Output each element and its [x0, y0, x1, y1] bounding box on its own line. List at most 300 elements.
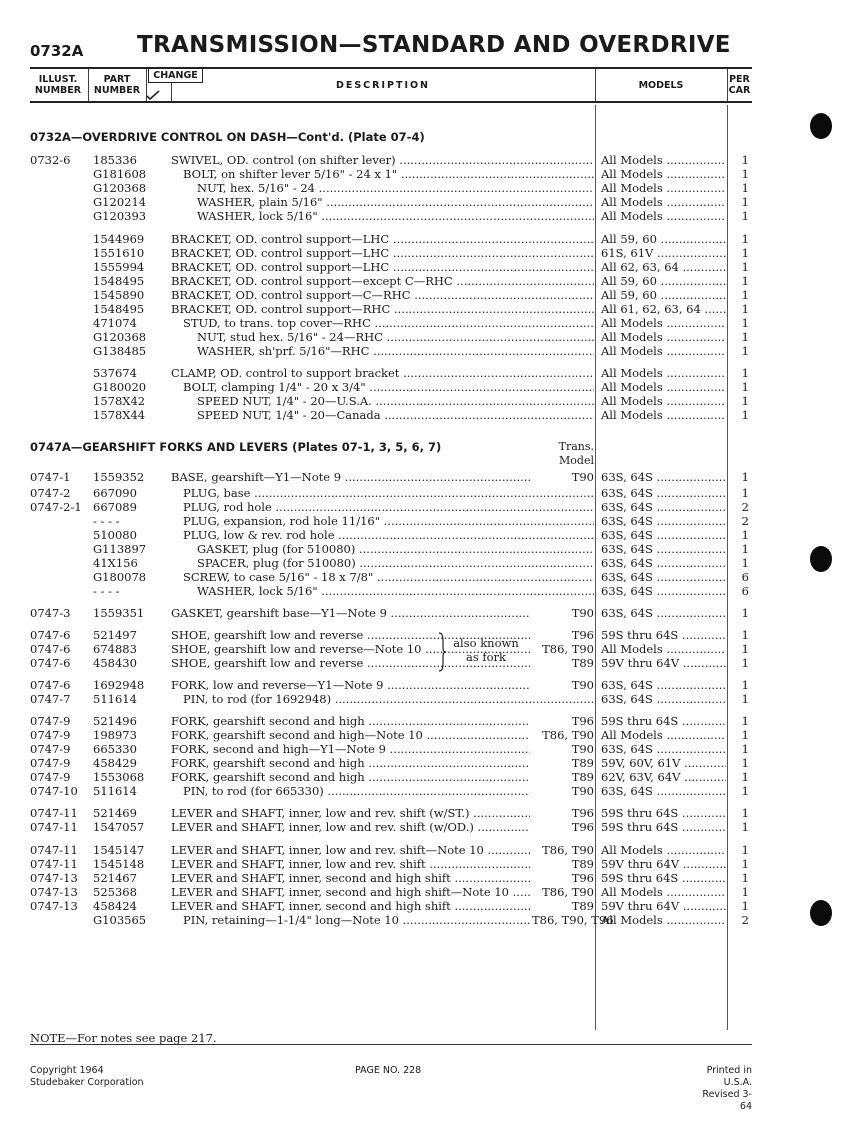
description: BRACKET, OD. control support—LHC ..... — [171, 232, 594, 246]
part-number: 537674 — [93, 366, 137, 380]
table-row — [0, 380, 850, 394]
per-car: 1 — [741, 232, 749, 246]
models: 59S thru 64S ..... — [601, 871, 726, 885]
part-number: 510080 — [93, 528, 137, 542]
models: 63S, 64S ..... — [601, 570, 726, 584]
table-row — [0, 728, 850, 742]
description: CLAMP, OD. control to support bracket ..... — [171, 366, 594, 380]
description: SPEED NUT, 1/4" - 20—U.S.A. ..... — [197, 394, 594, 408]
illust-number: 0747-6 — [30, 642, 71, 656]
description: PIN, to rod (for 1692948) ..... — [183, 692, 594, 706]
section-title-overdrive: 0732A—OVERDRIVE CONTROL ON DASH—Cont'd. (Plate 07-4) — [30, 130, 425, 144]
trans-model: T90 — [530, 470, 594, 484]
table-row — [0, 486, 850, 500]
part-number: 1545148 — [93, 857, 145, 871]
models: 63S, 64S ..... — [601, 528, 726, 542]
table-row — [0, 756, 850, 770]
illust-number: 0747-9 — [30, 770, 71, 784]
description: NUT, stud hex. 5/16" - 24—RHC ..... — [197, 330, 594, 344]
per-car: 1 — [741, 246, 749, 260]
models: All 61, 62, 63, 64 ..... — [601, 302, 726, 316]
binder-hole — [810, 113, 832, 139]
illust-number: 0747-1 — [30, 470, 71, 484]
table-row — [0, 678, 850, 692]
description: WASHER, lock 5/16" ..... — [197, 584, 594, 598]
description: FORK, gearshift second and high ..... — [171, 756, 594, 770]
illust-number: 0747-6 — [30, 628, 71, 642]
description: SPEED NUT, 1/4" - 20—Canada ..... — [197, 408, 594, 422]
illust-number: 0747-2 — [30, 486, 71, 500]
table-row — [0, 153, 850, 167]
trans-model: T90 — [530, 606, 594, 620]
part-number: 521467 — [93, 871, 137, 885]
description-header: DESCRIPTION — [335, 79, 431, 91]
part-number: 511614 — [93, 692, 137, 706]
table-row — [0, 232, 850, 246]
table-row — [0, 556, 850, 570]
illust-number: 0747-11 — [30, 843, 78, 857]
description: LEVER and SHAFT, inner, low and rev. shift (w/ST.) ..... — [171, 806, 594, 820]
description: LEVER and SHAFT, inner, low and rev. shift (w/OD.) ..... — [171, 820, 594, 834]
part-number: G120368 — [93, 181, 147, 195]
part-number: 1547057 — [93, 820, 145, 834]
illust-number: 0747-13 — [30, 871, 78, 885]
table-row — [0, 843, 850, 857]
per-car: 1 — [741, 714, 749, 728]
table-row — [0, 274, 850, 288]
per-car: 1 — [741, 542, 749, 556]
part-number-header: PART NUMBER — [93, 74, 141, 96]
models: 63S, 64S ..... — [601, 500, 726, 514]
table-row — [0, 857, 850, 871]
trans-model: T86, T90 — [530, 885, 594, 899]
table-row — [0, 656, 850, 670]
illust-number: 0747-10 — [30, 784, 78, 798]
part-number: 1545147 — [93, 843, 145, 857]
part-number: G180078 — [93, 570, 147, 584]
models: All Models ..... — [601, 366, 726, 380]
models: All 62, 63, 64 ..... — [601, 260, 726, 274]
per-car: 1 — [741, 486, 749, 500]
part-number: G180020 — [93, 380, 147, 394]
per-car: 2 — [741, 514, 749, 528]
per-car: 1 — [741, 784, 749, 798]
description: SCREW, to case 5/16" - 18 x 7/8" ..... — [183, 570, 594, 584]
models: All Models ..... — [601, 913, 726, 927]
part-number: 1559351 — [93, 606, 145, 620]
table-row — [0, 408, 850, 422]
illust-number: 0747-13 — [30, 885, 78, 899]
table-row — [0, 584, 850, 598]
checkmark-icon — [146, 88, 160, 100]
trans-model: T90 — [530, 678, 594, 692]
models: All Models ..... — [601, 167, 726, 181]
part-number: 1545890 — [93, 288, 145, 302]
trans-model: T96 — [530, 871, 594, 885]
per-car: 1 — [741, 885, 749, 899]
description: LEVER and SHAFT, inner, second and high shift—Note 10 ..... — [171, 885, 594, 899]
illust-number: 0747-6 — [30, 678, 71, 692]
part-number: 674883 — [93, 642, 137, 656]
trans-model: T90 — [530, 742, 594, 756]
description: PLUG, low & rev. rod hole ..... — [183, 528, 594, 542]
page-number: PAGE NO. 228 — [355, 1065, 422, 1076]
models: 63S, 64S ..... — [601, 584, 726, 598]
per-car: 1 — [741, 181, 749, 195]
table-row — [0, 288, 850, 302]
part-number: 665330 — [93, 742, 137, 756]
models: All Models ..... — [601, 380, 726, 394]
part-number: 667089 — [93, 500, 137, 514]
models: All Models ..... — [601, 728, 726, 742]
per-car: 6 — [741, 584, 749, 598]
per-car: 1 — [741, 756, 749, 770]
table-row — [0, 246, 850, 260]
per-car: 1 — [741, 344, 749, 358]
models: All 59, 60 ..... — [601, 288, 726, 302]
description: PLUG, base ..... — [183, 486, 594, 500]
table-row — [0, 528, 850, 542]
models: 63S, 64S ..... — [601, 692, 726, 706]
trans-model: T89 — [530, 770, 594, 784]
table-row — [0, 899, 850, 913]
description: GASKET, plug (for 510080) ..... — [197, 542, 594, 556]
illust-number: 0747-9 — [30, 742, 71, 756]
per-car: 1 — [741, 656, 749, 670]
illust-number: 0747-11 — [30, 806, 78, 820]
trans-model: T96 — [530, 806, 594, 820]
part-number: 198973 — [93, 728, 137, 742]
per-car: 2 — [741, 500, 749, 514]
models: All Models ..... — [601, 394, 726, 408]
per-car: 1 — [741, 692, 749, 706]
description: FORK, gearshift second and high ..... — [171, 770, 594, 784]
per-car: 6 — [741, 570, 749, 584]
description: LEVER and SHAFT, inner, low and rev. shift ..... — [171, 857, 594, 871]
trans-model: T96 — [530, 628, 594, 642]
per-car: 1 — [741, 820, 749, 834]
per-car: 1 — [741, 167, 749, 181]
illust-number-header: ILLUST. NUMBER — [34, 74, 82, 96]
description: LEVER and SHAFT, inner, second and high shift ..... — [171, 871, 594, 885]
part-number: 41X156 — [93, 556, 138, 570]
also-known-as-fork: also known as fork — [453, 636, 519, 664]
description: BRACKET, OD. control support—except C—RHC ..... — [171, 274, 594, 288]
part-number: G103565 — [93, 913, 147, 927]
part-number: G120368 — [93, 330, 147, 344]
part-number: 1578X44 — [93, 408, 146, 422]
description: PIN, retaining—1-1/4" long—Note 10 ..... — [183, 913, 594, 927]
per-car: 1 — [741, 642, 749, 656]
table-row — [0, 394, 850, 408]
models: All Models ..... — [601, 344, 726, 358]
trans-model-header: Trans. Model — [558, 440, 594, 467]
brace-icon — [437, 632, 447, 672]
part-number: 667090 — [93, 486, 137, 500]
per-car: 1 — [741, 366, 749, 380]
part-number: 471074 — [93, 316, 137, 330]
table-row — [0, 500, 850, 514]
part-number: - - - - — [93, 514, 120, 528]
models: 59S thru 64S ..... — [601, 806, 726, 820]
description: SHOE, gearshift low and reverse ..... — [171, 628, 594, 642]
part-number: G120214 — [93, 195, 147, 209]
table-row — [0, 913, 850, 927]
table-row — [0, 260, 850, 274]
models: 59S thru 64S ..... — [601, 820, 726, 834]
illust-number: 0747-3 — [30, 606, 71, 620]
models: 63S, 64S ..... — [601, 542, 726, 556]
models: All Models ..... — [601, 642, 726, 656]
per-car: 1 — [741, 806, 749, 820]
models: 63S, 64S ..... — [601, 606, 726, 620]
models: 59S thru 64S ..... — [601, 628, 726, 642]
part-number: 525368 — [93, 885, 137, 899]
models: 63S, 64S ..... — [601, 556, 726, 570]
table-row — [0, 742, 850, 756]
description: BRACKET, OD. control support—LHC ..... — [171, 260, 594, 274]
part-number: 458429 — [93, 756, 137, 770]
models: 59V thru 64V ..... — [601, 656, 726, 670]
part-number: 1559352 — [93, 470, 145, 484]
description: GASKET, gearshift base—Y1—Note 9 ..... — [171, 606, 594, 620]
binder-hole — [810, 546, 832, 572]
per-car: 1 — [741, 260, 749, 274]
models: 62V, 63V, 64V ..... — [601, 770, 726, 784]
part-number: 458424 — [93, 899, 137, 913]
per-car: 1 — [741, 302, 749, 316]
per-car: 1 — [741, 843, 749, 857]
part-number: 1544969 — [93, 232, 145, 246]
models: All Models ..... — [601, 843, 726, 857]
per-car: 1 — [741, 209, 749, 223]
table-row — [0, 316, 850, 330]
trans-model: T96 — [530, 714, 594, 728]
per-car: 1 — [741, 330, 749, 344]
column-header — [30, 67, 752, 103]
per-car: 2 — [741, 913, 749, 927]
copyright: Copyright 1964 Studebaker Corporation — [30, 1065, 144, 1088]
description: PLUG, rod hole ..... — [183, 500, 594, 514]
table-row — [0, 209, 850, 223]
description: FORK, second and high—Y1—Note 9 ..... — [171, 742, 594, 756]
page-header — [30, 32, 731, 62]
models: 63S, 64S ..... — [601, 784, 726, 798]
models: 59S thru 64S ..... — [601, 714, 726, 728]
illust-number: 0747-9 — [30, 714, 71, 728]
per-car: 1 — [741, 857, 749, 871]
part-number: 1555994 — [93, 260, 145, 274]
table-row — [0, 542, 850, 556]
models: 63S, 64S ..... — [601, 470, 726, 484]
part-number: G120393 — [93, 209, 147, 223]
per-car: 1 — [741, 606, 749, 620]
per-car: 1 — [741, 678, 749, 692]
print-info: Printed in U.S.A. Revised 3-64 — [702, 1065, 752, 1112]
per-car: 1 — [741, 871, 749, 885]
description: WASHER, sh'prf. 5/16"—RHC ..... — [197, 344, 594, 358]
per-car-header: PER CAR — [728, 74, 751, 96]
models: All Models ..... — [601, 181, 726, 195]
table-row — [0, 714, 850, 728]
description: LEVER and SHAFT, inner, second and high shift ..... — [171, 899, 594, 913]
illust-number: 0747-11 — [30, 857, 78, 871]
part-number: 521496 — [93, 714, 137, 728]
description: PLUG, expansion, rod hole 11/16" ..... — [183, 514, 594, 528]
per-car: 1 — [741, 470, 749, 484]
part-number: - - - - — [93, 584, 120, 598]
description: WASHER, plain 5/16" ..... — [197, 195, 594, 209]
per-car: 1 — [741, 380, 749, 394]
footnote: NOTE—For notes see page 217. — [30, 1031, 217, 1045]
per-car: 1 — [741, 153, 749, 167]
part-number: 1578X42 — [93, 394, 146, 408]
page-title: TRANSMISSION—STANDARD AND OVERDRIVE — [137, 32, 731, 58]
models-header: MODELS — [638, 79, 684, 91]
table-row — [0, 195, 850, 209]
description: BASE, gearshift—Y1—Note 9 ..... — [171, 470, 594, 484]
models: 63S, 64S ..... — [601, 678, 726, 692]
models: All Models ..... — [601, 153, 726, 167]
models: All Models ..... — [601, 195, 726, 209]
description: FORK, low and reverse—Y1—Note 9 ..... — [171, 678, 594, 692]
table-row — [0, 692, 850, 706]
models: All 59, 60 ..... — [601, 274, 726, 288]
part-number: G181608 — [93, 167, 147, 181]
models: 59V thru 64V ..... — [601, 857, 726, 871]
trans-model: T86, T90 — [530, 642, 594, 656]
table-row — [0, 628, 850, 642]
part-number: 1692948 — [93, 678, 145, 692]
trans-model: T90 — [530, 784, 594, 798]
trans-model: T86, T90 — [530, 728, 594, 742]
models: 63S, 64S ..... — [601, 486, 726, 500]
table-row — [0, 302, 850, 316]
per-car: 1 — [741, 742, 749, 756]
part-number: 1548495 — [93, 274, 145, 288]
per-car: 1 — [741, 288, 749, 302]
table-row — [0, 885, 850, 899]
trans-model: T89 — [530, 857, 594, 871]
illust-number: 0747-2-1 — [30, 500, 82, 514]
per-car: 1 — [741, 728, 749, 742]
illust-number: 0747-9 — [30, 728, 71, 742]
change-header: CHANGE — [148, 68, 203, 83]
models: 59V thru 64V ..... — [601, 899, 726, 913]
table-row — [0, 167, 850, 181]
per-car: 1 — [741, 274, 749, 288]
part-number: 458430 — [93, 656, 137, 670]
trans-model: T89 — [530, 656, 594, 670]
part-number: 521469 — [93, 806, 137, 820]
table-row — [0, 770, 850, 784]
description: SPACER, plug (for 510080) ..... — [197, 556, 594, 570]
description: BRACKET, OD. control support—LHC ..... — [171, 246, 594, 260]
per-car: 1 — [741, 528, 749, 542]
part-number: 521497 — [93, 628, 137, 642]
table-row — [0, 181, 850, 195]
trans-model: T86, T90, T96 — [532, 913, 614, 927]
part-number: 1548495 — [93, 302, 145, 316]
part-number: 185336 — [93, 153, 137, 167]
table-row — [0, 784, 850, 798]
illust-number: 0732-6 — [30, 153, 71, 167]
per-car: 1 — [741, 770, 749, 784]
illust-number: 0747-9 — [30, 756, 71, 770]
description: LEVER and SHAFT, inner, low and rev. shift—Note 10 ..... — [171, 843, 594, 857]
models: All 59, 60 ..... — [601, 232, 726, 246]
description: BRACKET, OD. control support—RHC ..... — [171, 302, 594, 316]
description: NUT, hex. 5/16" - 24 ..... — [197, 181, 594, 195]
footer-rule — [30, 1044, 752, 1045]
part-number: G138485 — [93, 344, 147, 358]
description: BOLT, on shifter lever 5/16" - 24 x 1" ..... — [183, 167, 594, 181]
per-car: 1 — [741, 899, 749, 913]
per-car: 1 — [741, 394, 749, 408]
trans-model: T86, T90 — [530, 843, 594, 857]
section-code: 0732A — [30, 42, 84, 60]
table-row — [0, 330, 850, 344]
per-car: 1 — [741, 556, 749, 570]
trans-model: T89 — [530, 756, 594, 770]
description: SHOE, gearshift low and reverse ..... — [171, 656, 594, 670]
trans-model: T89 — [530, 899, 594, 913]
models: 63S, 64S ..... — [601, 514, 726, 528]
models: All Models ..... — [601, 330, 726, 344]
trans-model: T96 — [530, 820, 594, 834]
description: PIN, to rod (for 665330) ..... — [183, 784, 594, 798]
description: FORK, gearshift second and high ..... — [171, 714, 594, 728]
illust-number: 0747-11 — [30, 820, 78, 834]
table-row — [0, 514, 850, 528]
description: SWIVEL, OD. control (on shifter lever) ..... — [171, 153, 594, 167]
description: WASHER, lock 5/16" ..... — [197, 209, 594, 223]
table-row — [0, 806, 850, 820]
table-row — [0, 570, 850, 584]
models: All Models ..... — [601, 316, 726, 330]
models: 63S, 64S ..... — [601, 742, 726, 756]
per-car: 1 — [741, 195, 749, 209]
section-title-gearshift: 0747A—GEARSHIFT FORKS AND LEVERS (Plates 07-1, 3, 5, 6, 7) — [30, 440, 442, 454]
part-number: 1553068 — [93, 770, 145, 784]
binder-hole — [810, 900, 832, 926]
models: All Models ..... — [601, 209, 726, 223]
part-number: 1551610 — [93, 246, 145, 260]
table-row — [0, 366, 850, 380]
table-row — [0, 642, 850, 656]
illust-number: 0747-7 — [30, 692, 71, 706]
per-car: 1 — [741, 408, 749, 422]
description: BRACKET, OD. control support—C—RHC ..... — [171, 288, 594, 302]
description: BOLT, clamping 1/4" - 20 x 3/4" ..... — [183, 380, 594, 394]
table-row — [0, 344, 850, 358]
table-row — [0, 871, 850, 885]
table-row — [0, 820, 850, 834]
illust-number: 0747-13 — [30, 899, 78, 913]
models: 61S, 61V ..... — [601, 246, 726, 260]
per-car: 1 — [741, 628, 749, 642]
description: FORK, gearshift second and high—Note 10 ..... — [171, 728, 594, 742]
models: 59V, 60V, 61V ..... — [601, 756, 726, 770]
table-row — [0, 606, 850, 620]
models: All Models ..... — [601, 408, 726, 422]
description: SHOE, gearshift low and reverse—Note 10 ..... — [171, 642, 594, 656]
models: All Models ..... — [601, 885, 726, 899]
per-car: 1 — [741, 316, 749, 330]
description: STUD, to trans. top cover—RHC ..... — [183, 316, 594, 330]
part-number: 511614 — [93, 784, 137, 798]
part-number: G113897 — [93, 542, 147, 556]
